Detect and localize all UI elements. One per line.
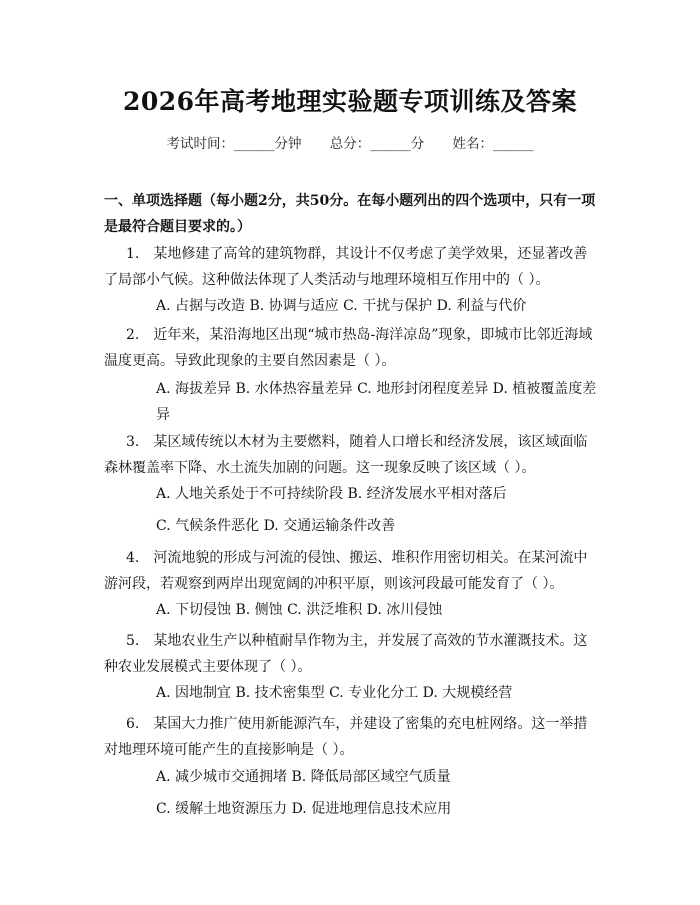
exam-meta xyxy=(0,132,700,152)
question-2-options: A. 海拔差异 B. 水体热容量差异 C. 地形封闭程度差异 D. 植被覆盖度差异 xyxy=(156,381,597,423)
question-6-options-line-1: A. 减少城市交通拥堵 B. 降低局部区域空气质量 xyxy=(156,769,451,785)
question-5-stem: 5. 某地农业生产以种植耐旱作物为主，并发展了高效的节水灌溉技术。这种农业发展模式主要体现了（ ）。 xyxy=(104,633,588,675)
question-3-options-line-2: C. 气候条件恶化 D. 交通运输条件改善 xyxy=(156,518,396,534)
question-1-stem: 1. 某地修建了高耸的建筑物群，其设计不仅考虑了美学效果，还显著改善了局部小气候。这种做法体现了人类活动与地理环境相互作用中的（ ）。 xyxy=(104,246,588,288)
question-6-options-line-2: C. 缓解土地资源压力 D. 促进地理信息技术应用 xyxy=(156,801,452,817)
student-name-field: 姓名：______ xyxy=(452,136,534,152)
page-title: 2026年高考地理实验题专项训练及答案 xyxy=(122,87,578,116)
total-score-field: 总分：______分 xyxy=(329,136,425,152)
question-3-options-line-1: A. 人地关系处于不可持续阶段 B. 经济发展水平相对落后 xyxy=(156,486,507,502)
section-heading: 一、单项选择题（每小题2分，共50分。在每小题列出的四个选项中，只有一项是最符合题目要求的。） xyxy=(104,193,596,235)
question-5-options: A. 因地制宜 B. 技术密集型 C. 专业化分工 D. 大规模经营 xyxy=(156,685,513,701)
question-1-options: A. 占据与改造 B. 协调与适应 C. 干扰与保护 D. 利益与代价 xyxy=(156,298,527,314)
question-3-stem: 3. 某区域传统以木材为主要燃料，随着人口增长和经济发展，该区域面临森林覆盖率下降、水土流失加剧的问题。这一现象反映了该区域（ ）。 xyxy=(104,434,588,476)
exam-time-field: 考试时间：______分钟 xyxy=(166,136,302,152)
question-4-options: A. 下切侵蚀 B. 侧蚀 C. 洪泛堆积 D. 冰川侵蚀 xyxy=(156,602,443,618)
question-6-stem: 6. 某国大力推广使用新能源汽车，并建设了密集的充电桩网络。这一举措对地理环境可能产生的直接影响是（ ）。 xyxy=(104,716,588,758)
question-4-stem: 4. 河流地貌的形成与河流的侵蚀、搬运、堆积作用密切相关。在某河流中游河段，若观察到两岸出现宽阔的冲积平原，则该河段最可能发育了（ ）。 xyxy=(104,550,588,592)
question-2-stem: 2. 近年来，某沿海地区出现“城市热岛-海洋凉岛”现象，即城市比邻近海域温度更高。导致此现象的主要自然因素是（ ）。 xyxy=(104,327,593,369)
